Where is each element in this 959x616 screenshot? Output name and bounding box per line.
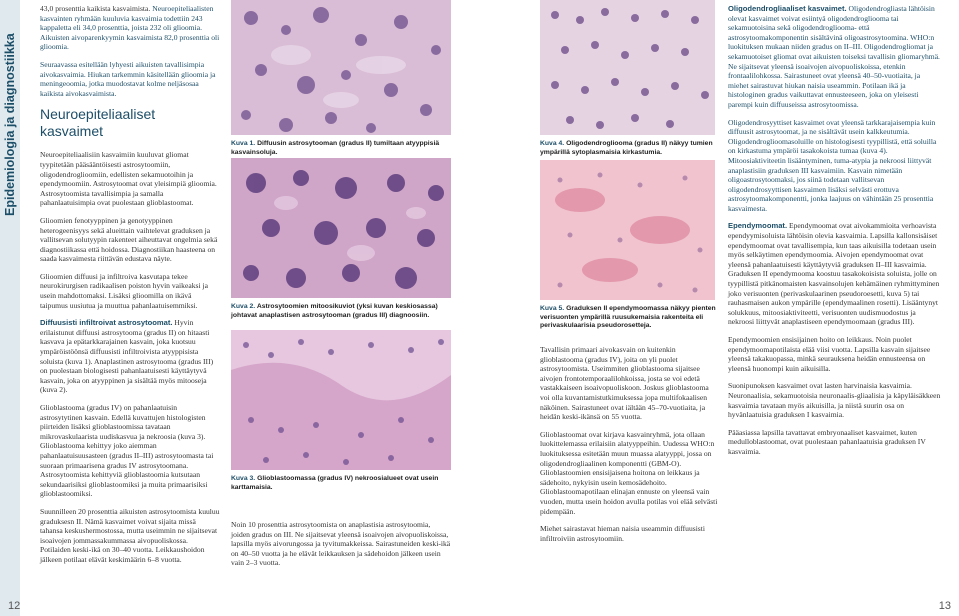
figure-1-caption: Kuva 1. Diffuusin astrosytooman (gradus II) tumiltaan atyyppisiä kasvainsoluja. [231,140,440,156]
figure-5-image [540,160,715,300]
figure-3-image [231,330,451,470]
figure-3-caption: Kuva 3. Glioblastoomassa (gradus IV) nekroosialueet ovat usein karttamaisia. [231,475,439,491]
page-number-left: 12 [8,600,21,612]
figure-1-image [231,0,451,135]
paragraph: Tavallisin primaari aivokasvain on kuitenkin glioblastooma (gradus IV), joita on yli puolet astrosytoomista. Useimmiten glioblastooma sijaitsee aivojen frontotemporaalilohkoissa, josta se voi edetä vastakkaiseen isoaivopuoliskoon. Joskus glioblastooma voi olla kuvantamistutkimuksessa jopa multifokaalisen näköinen. Sairastuneet ovat iältään 45–70-vuotiaita, ja heidän keski-ikänsä on 55 vuotta. [540,345,709,422]
paragraph: Suonipunoksen kasvaimet ovat lasten harvinaisia kasvaimia. Neuronaalisia, sekamuotoisia neuronaalis-gliaalisia ja käpyläisäkkeen kasvaimia tavataan myös aikuisilla, ja niistä suurin osa on hyvänlaatuisia graduksen I kasvaimia. [728,381,941,420]
paragraph: 43,0 prosenttia kaikista kasvaimista. Neuroepiteliaalisten kasvainten ryhmään kuuluvia kasvaimia todettiin 243 kappaletta eli 34,0 prosenttia, joista 232 oli glioomia. Aikuisten aivoparenkyymin kasvaimista 82,0 prosenttia oli glioomia. [40,4,220,52]
paragraph: Suunnilleen 20 prosenttia aikuisten astrosytoomista kuuluu graduksesn II. Nämä kasvaimet voivat sijaita missä tahansa keskushermostossa, mutta useimmin ne sijaitsevat isoaivojen jommassakummassa aivopuoliskossa. Potilaiden keski-ikä on 30–40 vuotta. Leikkaushoidon jälkeen potilaat elävät keskimäärin 6–8 vuotta. [40,506,220,564]
section-heading: Neuroepiteliaaliset kasvaimet [40,106,156,140]
paragraph: Oligodendrogliaaliset kasvaimet. Oligodendrogliasta lähtöisin olevat kasvaimet voivat esiintyä oligodendrogliooma tai sekamuotoisina sekä oligodendrogliooma- että astrosytoomakomponentin sisältävinä oligoastrosytoomina. WHO:n luokituksen mukaan niiden gradus on II–III. Oligodendrogliomat ja sekamuotoiset gliomat ovat aikuisten toiseksi tavallisin gliomaryhmä. Ne sijaitsevat yleensä isoaivojen aivopuoliskoissa, etenkin frontaalilohkossa. Sairastuneet ovat yleensä 40–50-vuotiaita, ja miehet sairastuvat hiukan naisia useammin. Potilaan ikä ja histologinen gradus vaikuttavat ennusteeseen, joka on yleisesti parempi kuin diffuuseissa astrosytoomissa. [728,4,940,109]
paragraph: Seuraavassa esitellään lyhyesti aikuisten tavallisimpia aivokasvaimia. Hiukan tarkemmin käsitellään glioomia ja meningeoomia, jotka muodostavat kolme neljäsosaa kaikista aivokasvaimista. [40,59,216,98]
sidebar-band [0,0,20,616]
paragraph: Ependymoomien ensisijainen hoito on leikkaus. Noin puolet ependymoomapotilaista elää viisi vuotta. Lapsilla kasvain sijaitsee yleensä takakuopassa, minkä seurauksena heidän ennusteensa on yleensä huonompi kuin aikuisilla. [728,335,931,373]
figure-5-caption: Kuva 5. Graduksen II ependymoomassa näkyy pienten verisuonten ympärillä ruusukemaisia rakenteita eli perivaskulaarisia pseudorosetteja. [540,305,716,329]
paragraph: Glioblastoomat ovat kirjava kasvainryhmä, jota ollaan luokittelemassa erilaisiin alatyyppeihin. Uudessa WHO:n luokituksessa esitetään muun muassa alatyyppi, jossa on oligodendrogliaalinen komponentti (GBM-O). Glioblastoomien ensisijaisena hoitona on leikkaus ja sädehoito, nykyisin usein kemosädehoito. Glioblastoomapotilaan elinajan ennuste on yleensä vain vuoden, mutta usein hoidon avulla potilas voi elää selvästi pidempään. [540,429,718,516]
figure-4-image [540,0,715,135]
page-number-right: 13 [938,600,951,612]
paragraph: Ependymoomat. Ependymoomat ovat aivokammioita verhoavista ependyymisoluista lähtöisin olevia kasvaimia. Lapsilla kallonsisäiset ependymoomat ovat tavallisempia, kun taas aikuisilla todetaan usein myös selkäytimen ependymoomia. Aivojen ependymoomat ovat yleensä pahanlaatuisesti käyttäytyviä graduksen II–III kasvaimia. Graduksen II ependymooma koostuu tasakokoisista soluista, jolle on tyypillistä pitkänomaisten kasvainsolujen kehämäinen ryhmittyminen joko verisuonten (perivaskulaarinen pseudoroesetti, kuva 5) tai rauhasmaisen aukon ympärille (ependymaalinen rosetti). Lisääntynyt solukkuus, mitoosiaktiviteetti, verisuonten uudismuodostus ja nekroosi liittyvät anaplastiseen ependymoomaan (gradus III). [728,221,940,327]
figure-2-image [231,158,451,298]
paragraph: Miehet sairastavat hieman naisia useammin diffuusisti infiltroiviin astrosytoomiin. [540,524,705,543]
paragraph: Glioomien fenotyyppinen ja genotyyppinen heterogeenisyys sekä alueittain vaihtelevat graduksen ja vallitsevan solutyypin rakenteet aiheuttavat ongelmia sekä diagnostiikassa että hoidossa. Diagnostiikan haasteena on saada kasvaimesta riittävän edustava näyte. [40,215,218,264]
section-title: Epidemiologia ja diagnostiikka [3,33,17,217]
paragraph: Glioomien diffuusi ja infiltroiva kasvutapa tekee neurokirurgisen radikaalisen poiston hyvin vaikeaksi ja usein mahdottomaksi. Lisäksi glioomilla on ikävä taipumus uusiutua ja muuttua pahanlaatuisemmiksi. [40,271,208,310]
column-1 [40,4,220,573]
figure-2-caption: Kuva 2. Astrosytoomien mitoosikuviot (yksi kuvan keskiosassa) johtavat anaplastisen astrosytooman (gradus III) diagnoosiin. [231,303,438,319]
paragraph: Neuroepiteliaalisiin kasvaimiin kuuluvat gliomat tyypitetään pääsääntöisesti astrosytoomiin, oligodendroglioomiin, edellisten sekamuotoihin ja ependymoomiin. Astrosytoomat ovat yleisimpiä glioomia. Astrosytoomista tavallisimpia ja samalla pahanlaatuisimpia ovat puolestaan glioblastoomat. [40,150,217,208]
paragraph: Diffuusisti infiltroivat astrosytoomat. Hyvin erilaistunut diffuusi astrosytooma (gradus II) on hitaasti kasvava ja epätarkkarajainen kasvain, joka kuotsuu ympäröistöönsä diffuusisti infiltroivista atyyppisista soluista (kuva 1). Anaplastinen astrosytooma (gradus III) on puolestaan biologisesti pahanlaatuisesti käyttäytyvä kasvain, joka on atyyppinen ja sisältää myös mitooseja (kuva 2). [40,318,214,395]
paragraph: Glioblastooma (gradus IV) on pahanlaatuisin astrosytytinen kasvain. Edellä kuvattujen histologisten piirteiden lisäksi glioblastoomissa tavataan mikrovaskulaarista uudiskasvua ja nekroosia (kuva 3). Glioblastooma kehittyy joko aiemman pahanlaatuisuusasteen (gradus II–III) astrosytoomasta tai suoraan primaarisena gradus IV astrosytoomana. Astrosytoomista kehittyviä glioblastoomia kutsutaan sekundaarisiksi glioblastoomiksi ja muita primaarisiksi glioblastoomiksi. [40,403,214,499]
column-3-text [540,345,720,551]
paragraph: Noin 10 prosenttia astrosytoomista on anaplastisia astrosytoomia, joiden gradus on III. Ne sijaitsevat yleensä isoaivojen aivopuoliskoissa, lapsilla myös aivorungossa ja tyvitumakkeissa. Sairastuneiden keski-ikä on 40–50 vuotta ja he elävät leikkauksen ja sädehoidon jälkeen usein vain 2–3 vuotta. [231,520,451,568]
column-2-text [231,520,451,576]
paragraph: Oligodendrosyyttiset kasvaimet ovat yleensä tarkkarajaisempia kuin diffuusit astrosytoomat, ja ne sisältävät usein kalkkeutumia. Oligodendroglioomasoluille on histologisesti tyypillistä, että soluilla on kirkastuma ympäröi tasakokoista tumaa (kuva 4). Mitoosiaktiviteetin lisääntyminen, tuma-atypia ja nekroosi liittyvät anaplastisiin graduksen III kasvaimiin. Kasvain nimetään oligoastrosytoomaksi, jos siinä todetaan vallitsevan oligodendrosyyttisen kasvaimen lisäksi selvästi erottuva astrosytoomakomponentti, jonka laajuus on vähintään 25 prosenttia kasvaimesta. [728,117,937,213]
column-4 [728,4,942,465]
paragraph: Pääasiassa lapsilla tavattavat embryonaaliset kasvaimet, kuten medulloblastoomat, ovat puolestaan pahanlaatuisia graduksen IV kasvaimia. [728,427,926,456]
figure-4-caption: Kuva 4. Oligodendrogliooma (gradus II) näkyy tumien ympärillä sytoplasmaisia kirkastumia. [540,140,713,156]
